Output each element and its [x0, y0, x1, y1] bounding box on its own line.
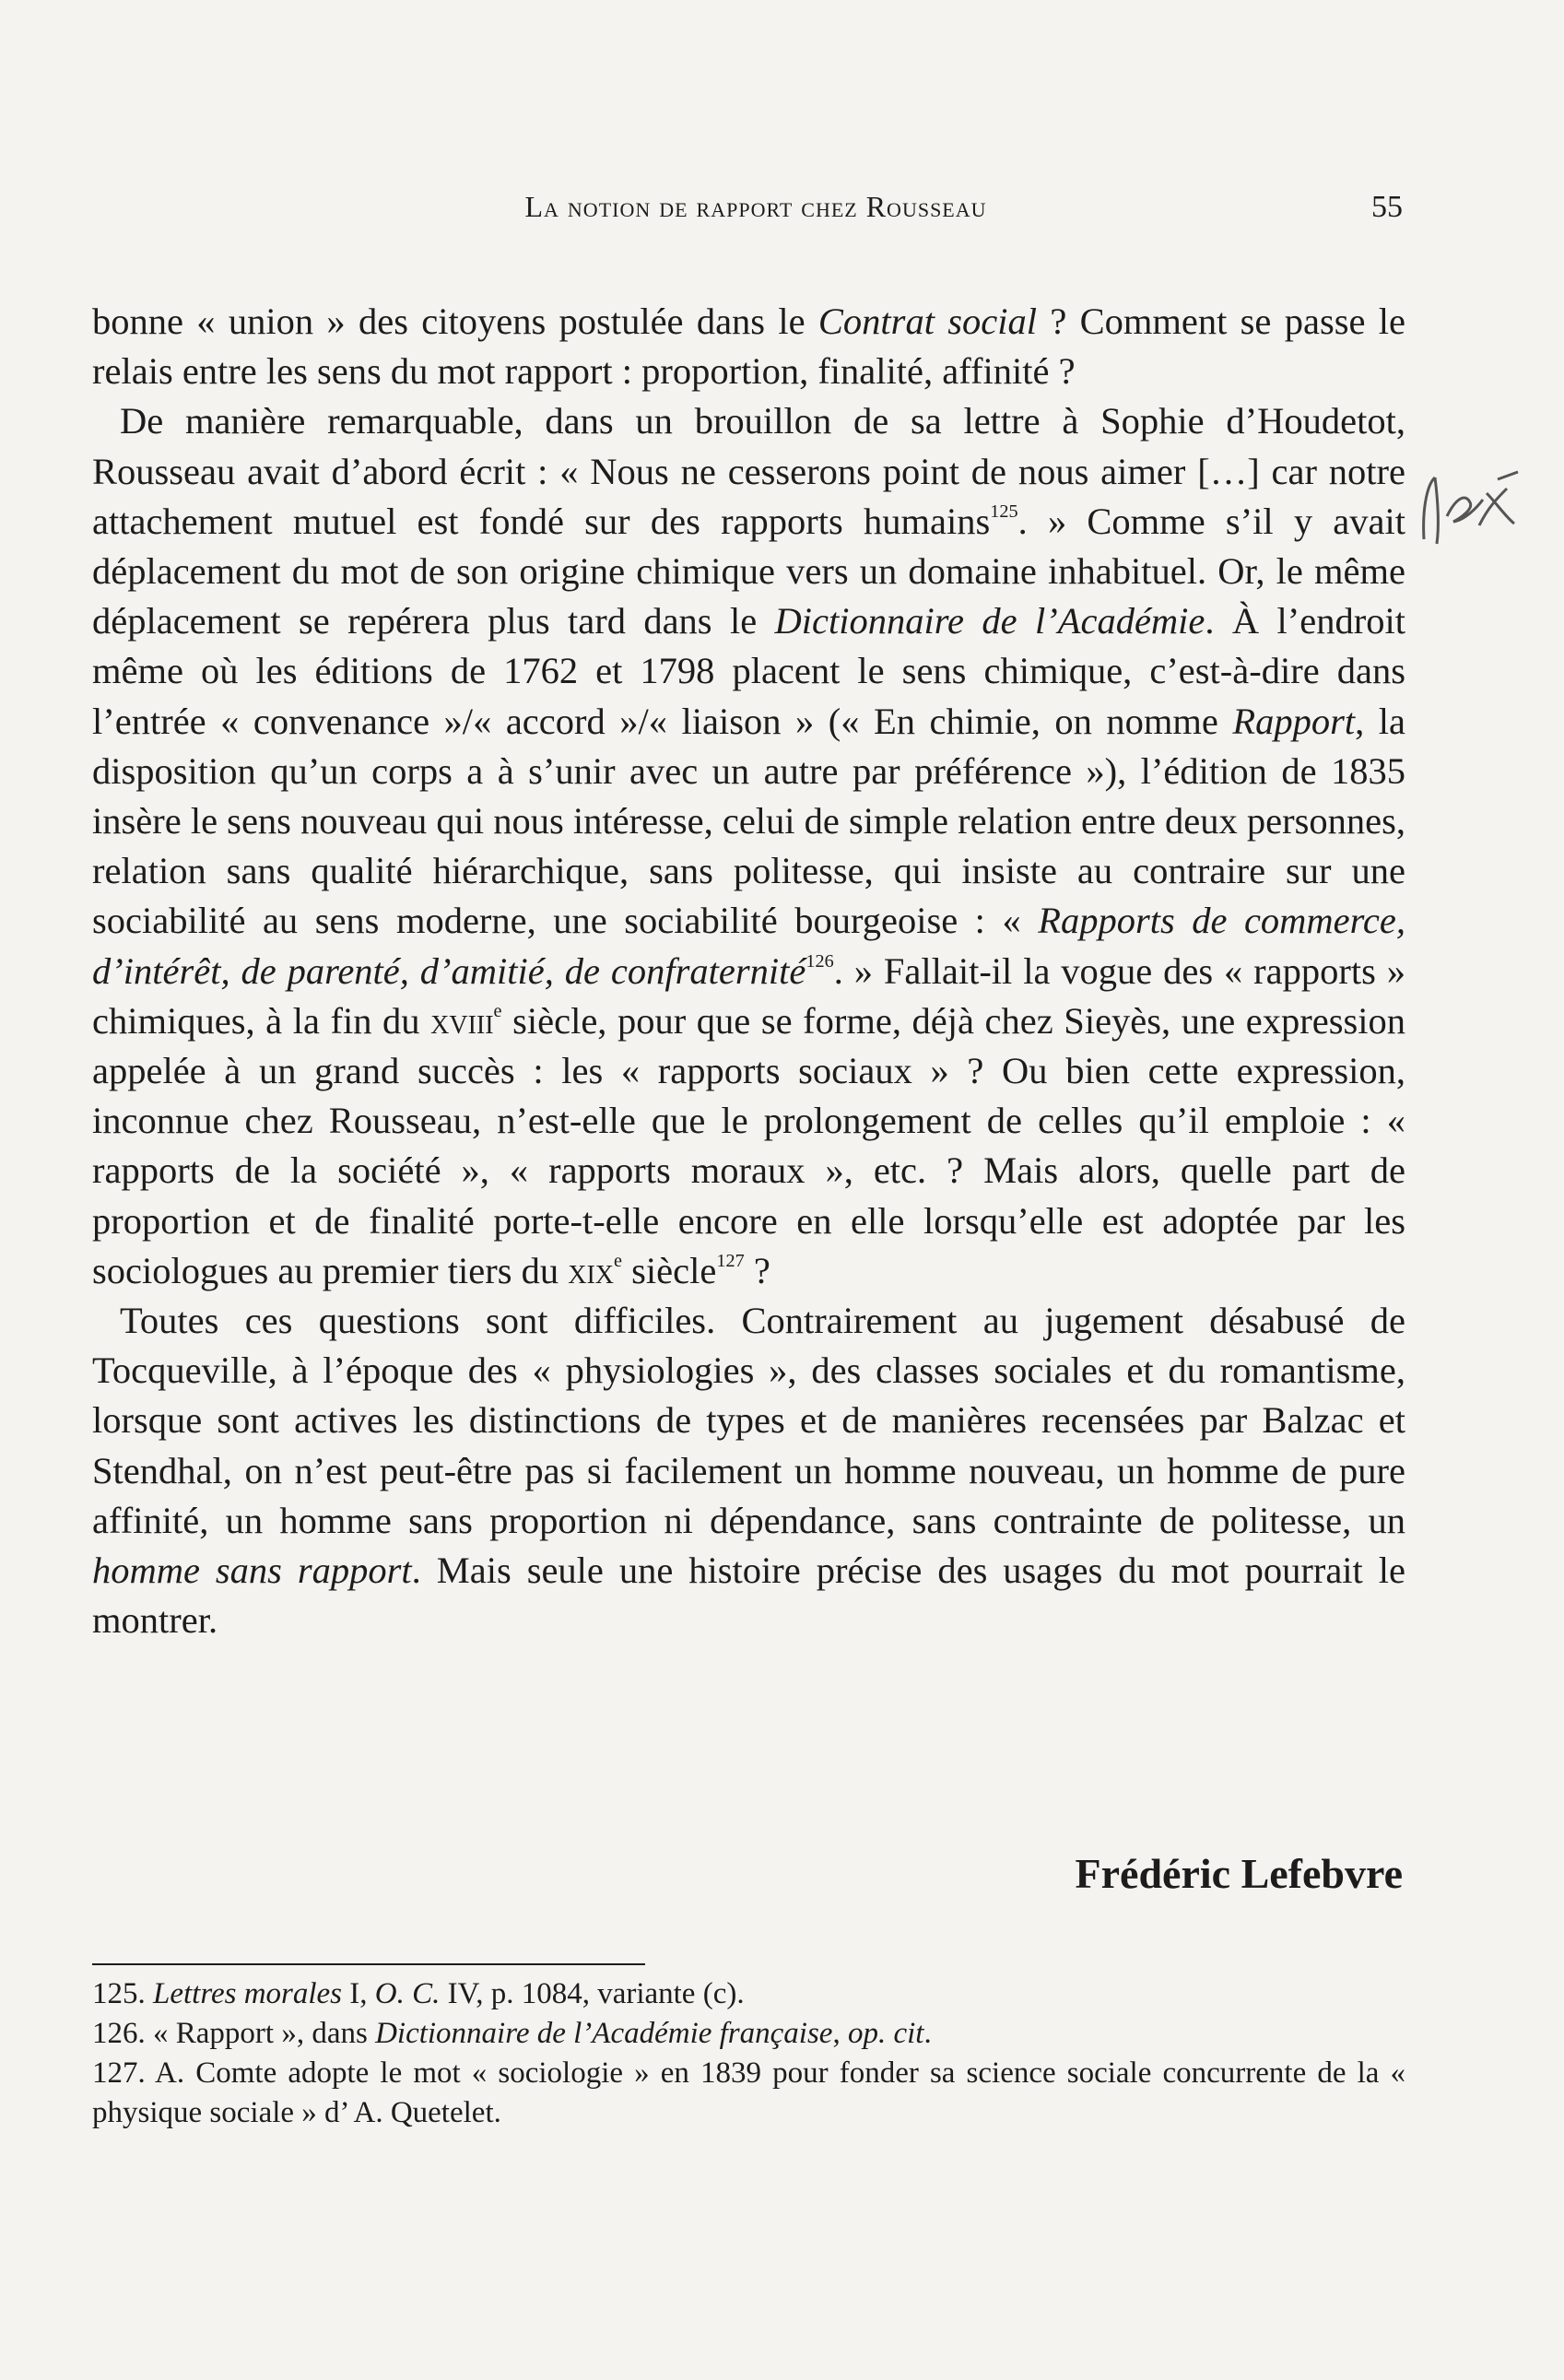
- text-run: ,: [832, 2017, 848, 2050]
- text-run: siècle, pour que se forme, déjà chez Sieyès, une expression appelée à un grand succès : les « rapports sociaux » ? Ou bien cette expression, inconnue chez Rousseau, n’est-elle que le prolongement de celles qu’il emploie : « rapports de la société », « rapports moraux », etc. ? Mais alors, quelle part de proportion et de finalité porte-t-elle encore en elle lorsqu’elle est adoptée par les sociologues au premier tiers du: [92, 999, 1405, 1291]
- century-numeral: xviii: [430, 999, 494, 1042]
- text-run: De manière remarquable, dans un brouillon de sa lettre à Sophie d’Houdetot, Rousseau avait d’abord écrit : « Nous ne cesserons point de nous aimer […] car notre attachement mutuel est fondé sur des rapports humains: [92, 400, 1405, 542]
- footnote-number: 126.: [92, 2017, 153, 2050]
- century-numeral: xix: [568, 1249, 615, 1291]
- text-run: IV, p. 1084, variante (c).: [440, 1977, 745, 2010]
- paragraph-3: [92, 1296, 1405, 1645]
- footnote-ref-125[interactable]: 125: [990, 501, 1018, 522]
- paragraph-1: [92, 297, 1405, 396]
- italic-title: Dictionnaire de l’Académie: [774, 600, 1205, 642]
- footnote-127: [92, 2054, 1405, 2133]
- page-number: 55: [1371, 190, 1403, 224]
- footnote-126: [92, 2014, 1405, 2054]
- pencil-annotation-icon: [1415, 452, 1525, 562]
- text-run: A. Comte adopte le mot « sociologie » en 1839 pour fonder sa science sociale concurrente de la « physique sociale » d’ A. Quetelet.: [92, 2056, 1406, 2129]
- footnote-number: 127.: [92, 2056, 156, 2090]
- text-run: siècle: [622, 1249, 717, 1291]
- text-run: ?: [744, 1249, 770, 1291]
- footnote-125: [92, 1974, 1405, 2014]
- footnote-divider: [92, 1963, 645, 1965]
- text-run: Toutes ces questions sont difficiles. Contrairement au jugement désabusé de Tocqueville, à l’époque des « physiologies », des classes sociales et du romantisme, lorsque sont actives les distinctions de types et de manières recensées par Balzac et Stendhal, on n’est peut-être pas si facilement un homme nouveau, un homme de pure affinité, un homme sans proportion ni dépendance, sans contrainte de politesse, un: [92, 1300, 1405, 1541]
- text-run: . » Fallait-il la vogue des « rapports » chimiques, à la fin du: [92, 949, 1405, 1042]
- italic-word: Rapport: [1232, 700, 1356, 742]
- running-title: La notion de rapport chez Rousseau: [524, 190, 987, 223]
- text-run: . À l’endroit même où les éditions de 1762 et 1798 placent le sens chimique, c’est-à-dire dans l’entrée « convenance »/« accord »/« liaison » (« En chimie, on nomme: [92, 600, 1405, 742]
- italic-abbrev: op. cit: [847, 2017, 924, 2050]
- italic-title: Contrat social: [817, 300, 1038, 342]
- running-header: [92, 190, 1419, 224]
- ordinal-suffix: e: [493, 1000, 502, 1021]
- text-run: , la disposition qu’un corps a à s’unir avec un autre par préférence »), l’édition de 1835 insère le sens nouveau qui nous intéresse, celui de simple relation entre deux personnes, relation sans qualité hiérarchique, sans politesse, qui insiste au contraire sur une sociabilité au sens moderne, une sociabilité bourgeoise : «: [92, 700, 1405, 942]
- italic-abbrev: O. C.: [374, 1977, 441, 2010]
- text-run: . Mais seule une histoire précise des usages du mot pourrait le montrer.: [92, 1549, 1405, 1642]
- italic-title: Lettres morales: [153, 1977, 343, 2010]
- italic-phrase: homme sans rapport: [92, 1549, 412, 1592]
- italic-title: Dictionnaire de l’Académie française: [375, 2017, 833, 2050]
- italic-quote: Rapports de commerce, d’intérêt, de parenté, d’amitié, de confraternité: [92, 900, 1405, 992]
- text-run: ? Comment se passe le relais entre les sens du mot rapport : proportion, finalité, affinité ?: [92, 300, 1405, 393]
- footnote-ref-127[interactable]: 127: [716, 1250, 745, 1271]
- text-run: bonne « union » des citoyens postulée dans le: [92, 300, 818, 342]
- text-run: . » Comme s’il y avait déplacement du mot de son origine chimique vers un domaine inhabituel. Or, le même déplacement se repérera plus tard dans le: [92, 500, 1406, 642]
- text-run: I,: [342, 1977, 375, 2010]
- footnote-ref-126[interactable]: 126: [806, 950, 834, 972]
- main-text: [92, 297, 1405, 1645]
- footnotes: [92, 1974, 1405, 2133]
- author-signature: Frédéric Lefebvre: [1075, 1850, 1403, 1897]
- footnote-number: 125.: [92, 1977, 153, 2010]
- paragraph-2: [92, 396, 1405, 1296]
- text-run: .: [923, 2017, 932, 2050]
- text-run: « Rapport », dans: [153, 2017, 376, 2050]
- ordinal-suffix: e: [614, 1250, 623, 1271]
